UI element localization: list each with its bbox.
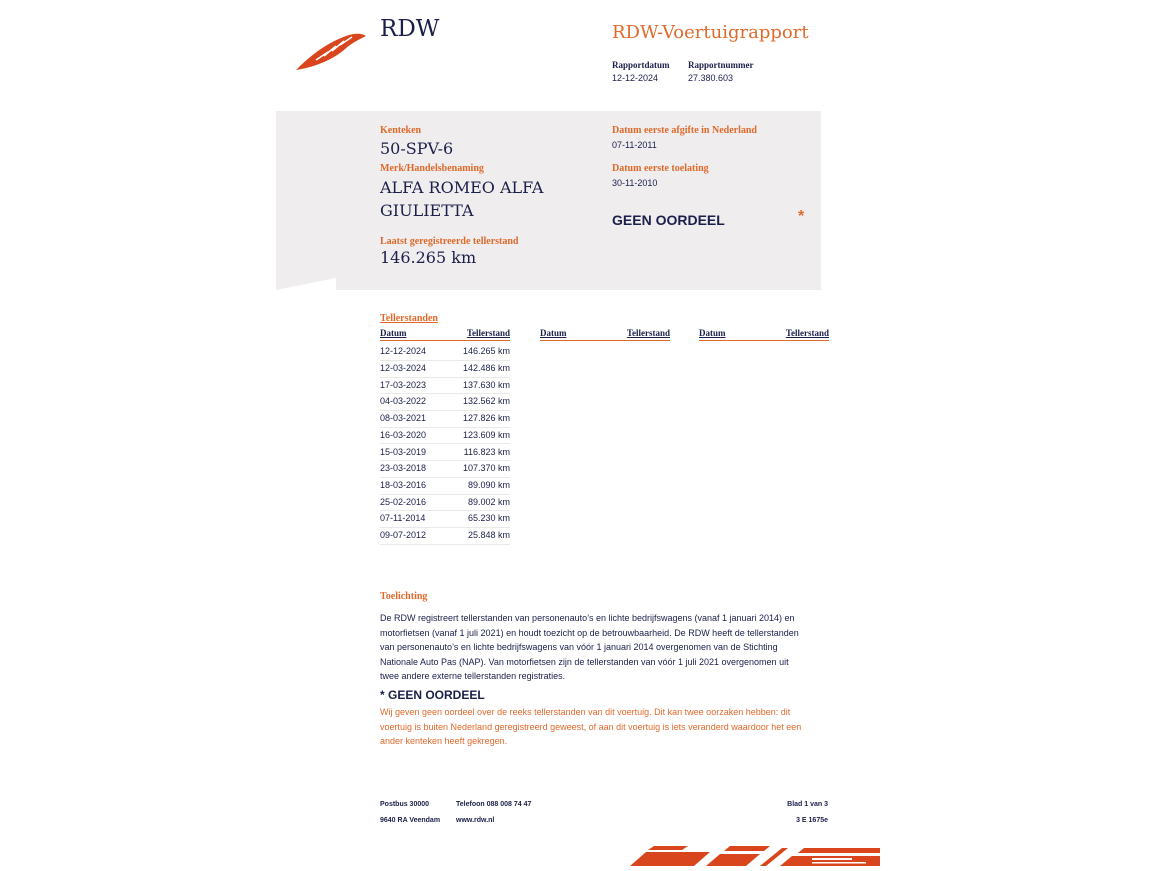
table-row xyxy=(380,360,510,378)
row-date: 08-03-2021 xyxy=(380,413,427,424)
table-row xyxy=(380,510,510,528)
table-row xyxy=(380,444,510,462)
row-value: 142.486 km xyxy=(462,363,510,373)
row-value: 89.002 km xyxy=(467,496,510,507)
table-row xyxy=(380,427,510,445)
feather-logo-icon xyxy=(294,30,368,72)
table-row xyxy=(380,377,510,395)
make-label: Merk/Handelsbenaming xyxy=(380,163,484,174)
row-date: 25-02-2016 xyxy=(380,496,427,507)
table-row xyxy=(380,343,510,361)
stripe-graphic-icon xyxy=(620,846,880,866)
row-value: 107.370 km xyxy=(462,463,510,474)
table-row xyxy=(380,410,510,428)
footer-page: Blad 1 van 3 xyxy=(787,801,828,808)
explanation-line: Nationale Auto Pas (NAP). Van motorfietsen zijn de tellerstanden van vóór 1 juli 2021 overgenomen uit xyxy=(380,656,789,667)
row-value: 65.230 km xyxy=(467,513,510,524)
footer-web: www.rdw.nl xyxy=(456,817,495,824)
first-issue-nl-label: Datum eerste afgifte in Nederland xyxy=(612,125,757,136)
row-date: 12-12-2024 xyxy=(380,346,427,356)
row-value: 127.826 km xyxy=(462,413,510,424)
vehicle-summary-panel xyxy=(276,111,821,290)
verdict-line: ander kenteken heeft gekregen. xyxy=(380,736,508,746)
odometer-label: Laatst geregistreerde tellerstand xyxy=(380,236,519,247)
table-row xyxy=(380,477,510,495)
verdict-text xyxy=(380,705,840,749)
make-value-line1: ALFA ROMEO ALFA xyxy=(380,178,544,197)
header-date: Datum xyxy=(540,328,567,338)
first-admission-value: 30-11-2010 xyxy=(612,178,658,188)
row-date: 17-03-2023 xyxy=(380,379,427,390)
row-date: 07-11-2014 xyxy=(380,513,426,524)
table-row xyxy=(380,494,510,512)
footer-stripe-graphic xyxy=(620,846,880,866)
header-value: Tellerstand xyxy=(785,328,829,338)
row-date: 09-07-2012 xyxy=(380,530,427,540)
table-row xyxy=(380,460,510,478)
verdict-heading: * GEEN OORDEEL xyxy=(380,688,485,702)
panel-notch xyxy=(276,278,336,290)
row-date: 12-03-2024 xyxy=(380,363,427,373)
row-date: 04-03-2022 xyxy=(380,396,427,407)
row-date: 18-03-2016 xyxy=(380,479,427,490)
table-row xyxy=(380,393,510,411)
org-name: RDW xyxy=(380,16,440,42)
table-header-col3 xyxy=(699,329,829,341)
table-header-col2 xyxy=(540,329,670,341)
row-value: 137.630 km xyxy=(462,379,510,390)
table-header-col1 xyxy=(380,329,510,341)
footer-code: 3 E 1675e xyxy=(796,817,828,824)
row-date: 23-03-2018 xyxy=(380,463,427,474)
row-value: 123.609 km xyxy=(462,429,510,440)
explanation-line: twee andere externe tellerstanden registraties. xyxy=(380,671,566,681)
row-value: 89.090 km xyxy=(467,479,510,490)
verdict-line: voertuig is buiten Nederland geregistreerd geweest, of aan dit voertuig is iets veranderd waardoor het een xyxy=(380,721,802,732)
row-value: 25.848 km xyxy=(467,530,510,540)
report-title: RDW-Voertuigrapport xyxy=(612,22,809,43)
report-date: 12-12-2024 xyxy=(612,73,659,83)
explanation-text xyxy=(380,611,840,684)
report-date-label: Rapportdatum xyxy=(612,60,670,70)
row-date: 16-03-2020 xyxy=(380,429,427,440)
explanation-line: van personenauto’s en lichte bedrijfswagens van vóór 1 januari 2014 overgenomen van de Stichting xyxy=(380,642,778,652)
footer-city: 9640 RA Veendam xyxy=(380,817,441,824)
verdict-line: Wij geven geen oordeel over de reeks tellerstanden van dit voertuig. Dit kan twee oorzaken hebben: dit xyxy=(380,707,791,717)
report-number: 27.380.603 xyxy=(688,73,734,83)
footer-postbus: Postbus 30000 xyxy=(380,801,430,808)
header-value: Tellerstand xyxy=(626,328,670,338)
footer-phone: Telefoon 088 008 74 47 xyxy=(456,801,532,808)
verdict-asterisk: * xyxy=(798,208,805,225)
odometer-value: 146.265 km xyxy=(380,248,477,267)
odometer-table-title: Tellerstanden xyxy=(380,313,438,324)
first-issue-nl-value: 07-11-2011 xyxy=(612,140,657,150)
row-value: 116.823 km xyxy=(463,446,510,457)
table-row xyxy=(380,527,510,545)
first-admission-label: Datum eerste toelating xyxy=(612,163,709,174)
plate-label: Kenteken xyxy=(380,125,422,136)
explanation-title: Toelichting xyxy=(380,591,428,602)
row-date: 15-03-2019 xyxy=(380,446,427,457)
make-value-line2: GIULIETTA xyxy=(380,201,474,220)
explanation-line: motorfietsen (vanaf 1 juli 2021) en houdt toezicht op de betrouwbaarheid. De RDW heeft de tellerstanden xyxy=(380,627,799,638)
row-value: 146.265 km xyxy=(462,346,510,356)
plate-value: 50-SPV-6 xyxy=(380,139,454,158)
rdw-logo xyxy=(294,30,368,72)
row-value: 132.562 km xyxy=(462,396,510,407)
header-value: Tellerstand xyxy=(466,328,510,338)
header-date: Datum xyxy=(699,328,726,338)
report-number-label: Rapportnummer xyxy=(688,60,754,70)
header-date: Datum xyxy=(380,328,407,338)
verdict-badge: GEEN OORDEEL xyxy=(612,212,725,228)
explanation-line: De RDW registreert tellerstanden van personenauto’s en lichte bedrijfswagens (vanaf 1 januari 2014) en xyxy=(380,613,795,623)
